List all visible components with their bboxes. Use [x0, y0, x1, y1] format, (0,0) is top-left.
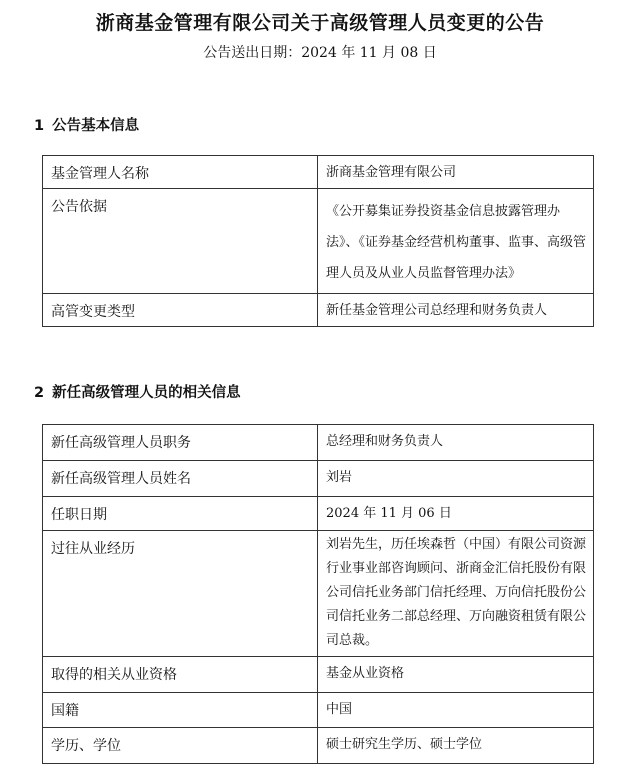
- table-row: [43, 497, 594, 531]
- row-value-nationality: 中国: [318, 693, 594, 728]
- row-value-fund-manager-name: 浙商基金管理有限公司: [318, 156, 594, 189]
- row-value-work-history: 刘岩先生，历任埃森哲（中国）有限公司资源行业事业部咨询顾问、浙商金汇信托股份有限公司信托业务部门信托经理、万向信托股份公司信托业务二部总经理、万向融资租赁有限公司总裁。: [318, 531, 594, 657]
- table-row: [43, 728, 594, 764]
- section-2-title: 新任高级管理人员的相关信息: [52, 385, 241, 401]
- row-label-position: 新任高级管理人员职务: [43, 425, 318, 461]
- section-1-heading: [34, 114, 139, 135]
- table-row: [43, 657, 594, 693]
- table-row: [43, 189, 594, 294]
- row-value-start-date: 2024 年 11 月 06 日: [318, 497, 594, 531]
- row-label-qualification: 取得的相关从业资格: [43, 657, 318, 693]
- row-value-basis: 《公开募集证券投资基金信息披露管理办法》、《证券基金经营机构董事、监事、高级管理人员及从业人员监督管理办法》: [318, 189, 594, 294]
- row-label-change-type: 高管变更类型: [43, 294, 318, 327]
- table-row: [43, 693, 594, 728]
- section-2-number: 2: [34, 385, 45, 401]
- section-2-heading: [34, 381, 241, 402]
- row-label-basis: 公告依据: [43, 189, 318, 294]
- basic-info-table: [42, 155, 594, 327]
- table-row: [43, 425, 594, 461]
- row-value-change-type: 新任基金管理公司总经理和财务负责人: [318, 294, 594, 327]
- new-executive-info-table: [42, 424, 594, 764]
- table-row: [43, 294, 594, 327]
- section-1-title: 公告基本信息: [52, 118, 140, 134]
- row-label-name: 新任高级管理人员姓名: [43, 461, 318, 497]
- row-label-fund-manager-name: 基金管理人名称: [43, 156, 318, 189]
- row-value-name: 刘岩: [318, 461, 594, 497]
- row-label-work-history: 过往从业经历: [43, 531, 318, 657]
- announcement-date: 公告送出日期：2024 年 11 月 08 日: [203, 45, 437, 61]
- table-row: [43, 156, 594, 189]
- table-row: [43, 531, 594, 657]
- row-value-position: 总经理和财务负责人: [318, 425, 594, 461]
- row-value-qualification: 基金从业资格: [318, 657, 594, 693]
- section-1-number: 1: [34, 118, 45, 134]
- row-label-nationality: 国籍: [43, 693, 318, 728]
- row-label-education: 学历、学位: [43, 728, 318, 764]
- row-value-education: 硕士研究生学历、硕士学位: [318, 728, 594, 764]
- table-row: [43, 461, 594, 497]
- page-title: 浙商基金管理有限公司关于高级管理人员变更的公告: [95, 12, 545, 34]
- row-label-start-date: 任职日期: [43, 497, 318, 531]
